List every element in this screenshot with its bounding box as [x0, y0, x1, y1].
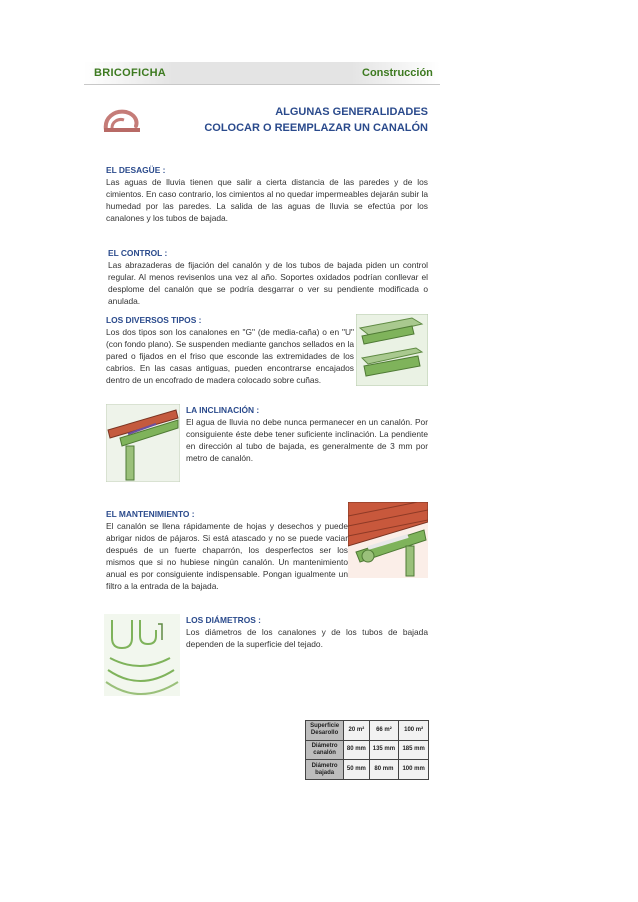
section-inclinacion: [186, 404, 428, 464]
row-header-line-1: Diámetro: [311, 762, 338, 769]
table-cell: 100 m²: [399, 721, 429, 741]
section-body: Las aguas de lluvia tienen que salir a cierta distancia de las paredes y de los cimientos. En caso contrario, los cimientos al no quedar impermeables dejarán subir la humedad por las paredes. La salida de las aguas de lluvia se efectúa por los canalones y los tubos de bajada.: [106, 177, 428, 223]
table-cell: 20 m²: [344, 721, 369, 741]
section-heading: EL MANTENIMIENTO :: [106, 509, 195, 519]
section-diametros: [186, 614, 428, 650]
table-cell: 80 mm: [369, 760, 399, 780]
section-mantenimiento: [106, 508, 348, 592]
brand-name: BRICOFICHA: [94, 67, 167, 79]
row-header: [306, 740, 344, 760]
section-heading: EL CONTROL :: [108, 248, 168, 258]
section-tipos: [106, 314, 354, 386]
section-heading: EL DESAGÜE :: [106, 165, 166, 175]
table-cell: 185 mm: [399, 740, 429, 760]
section-body: Los diámetros de los canalones y de los tubos de bajada dependen de la superficie del tejado.: [186, 627, 428, 649]
gutter-logo-icon: [102, 108, 142, 134]
section-desague: [106, 164, 428, 224]
gutter-diameters-illustration: [104, 614, 180, 696]
row-header-line-1: Diámetro: [311, 742, 338, 749]
row-header: [306, 760, 344, 780]
row-header: [306, 721, 344, 741]
table-cell: 100 mm: [399, 760, 429, 780]
gutter-slope-illustration: [106, 404, 180, 482]
table-cell: 66 m²: [369, 721, 399, 741]
page-title: [150, 104, 428, 136]
table-cell: 50 mm: [344, 760, 369, 780]
row-header-line-1: Superficie: [310, 723, 340, 730]
row-header-line-2: canalón: [313, 749, 336, 756]
table-row: [306, 721, 429, 741]
section-body: El agua de lluvia no debe nunca permanecer en un canalón. Por consiguiente éste debe tener suficiente inclinación. La pendiente en dirección al tubo de bajada, es generalmente de 3 mm por metro de canalón.: [186, 417, 428, 463]
title-line-1: ALGUNAS GENERALIDADES: [275, 106, 428, 118]
table-row: [306, 740, 429, 760]
diameter-table: [305, 720, 429, 780]
section-heading: LOS DIÁMETROS :: [186, 615, 261, 625]
gutter-maintenance-illustration: [348, 502, 428, 578]
section-heading: LA INCLINACIÓN :: [186, 405, 260, 415]
section-body: El canalón se llena rápidamente de hojas y desechos y puede abrigar nidos de pájaros. Si está atascado y no se puede vaciar después de un fuerte chaparrón, los desperfectos ser los mismos que si no hubiese ningún canalón. Un mantenimiento anual es por consiguiente indispensable. Pongan igualmente un filtro a la entrada de la bajada.: [106, 521, 348, 591]
row-header-line-2: bajada: [315, 769, 335, 776]
table-row: [306, 760, 429, 780]
gutter-types-illustration: [356, 314, 428, 386]
section-heading: LOS DIVERSOS TIPOS :: [106, 315, 202, 325]
section-body: Los dos tipos son los canalones en "G" (de media-caña) o en "U" (con fondo plano). Se suspenden mediante ganchos sellados en la pared o fijados en el friso que esconde las extremidades de los cabrios. En las casas antiguas, pueden encontrarse encajados dentro de un encofrado de madera colocado sobre cuñas.: [106, 327, 354, 385]
section-control: [108, 247, 428, 307]
section-body: Las abrazaderas de fijación del canalón y de los tubos de bajada piden un control regular. Al menos revisenlos una vez al año. Soportes oxidados podrían conllevar el desplome del canalón que se podría desgarrar o ver su pendiente modificada o anulada.: [108, 260, 428, 306]
section-name: Construcción: [362, 67, 433, 79]
table-cell: 80 mm: [344, 740, 369, 760]
row-header-line-2: Desarollo: [310, 730, 339, 737]
table-cell: 135 mm: [369, 740, 399, 760]
title-line-2: COLOCAR O REEMPLAZAR UN CANALÓN: [204, 122, 428, 134]
